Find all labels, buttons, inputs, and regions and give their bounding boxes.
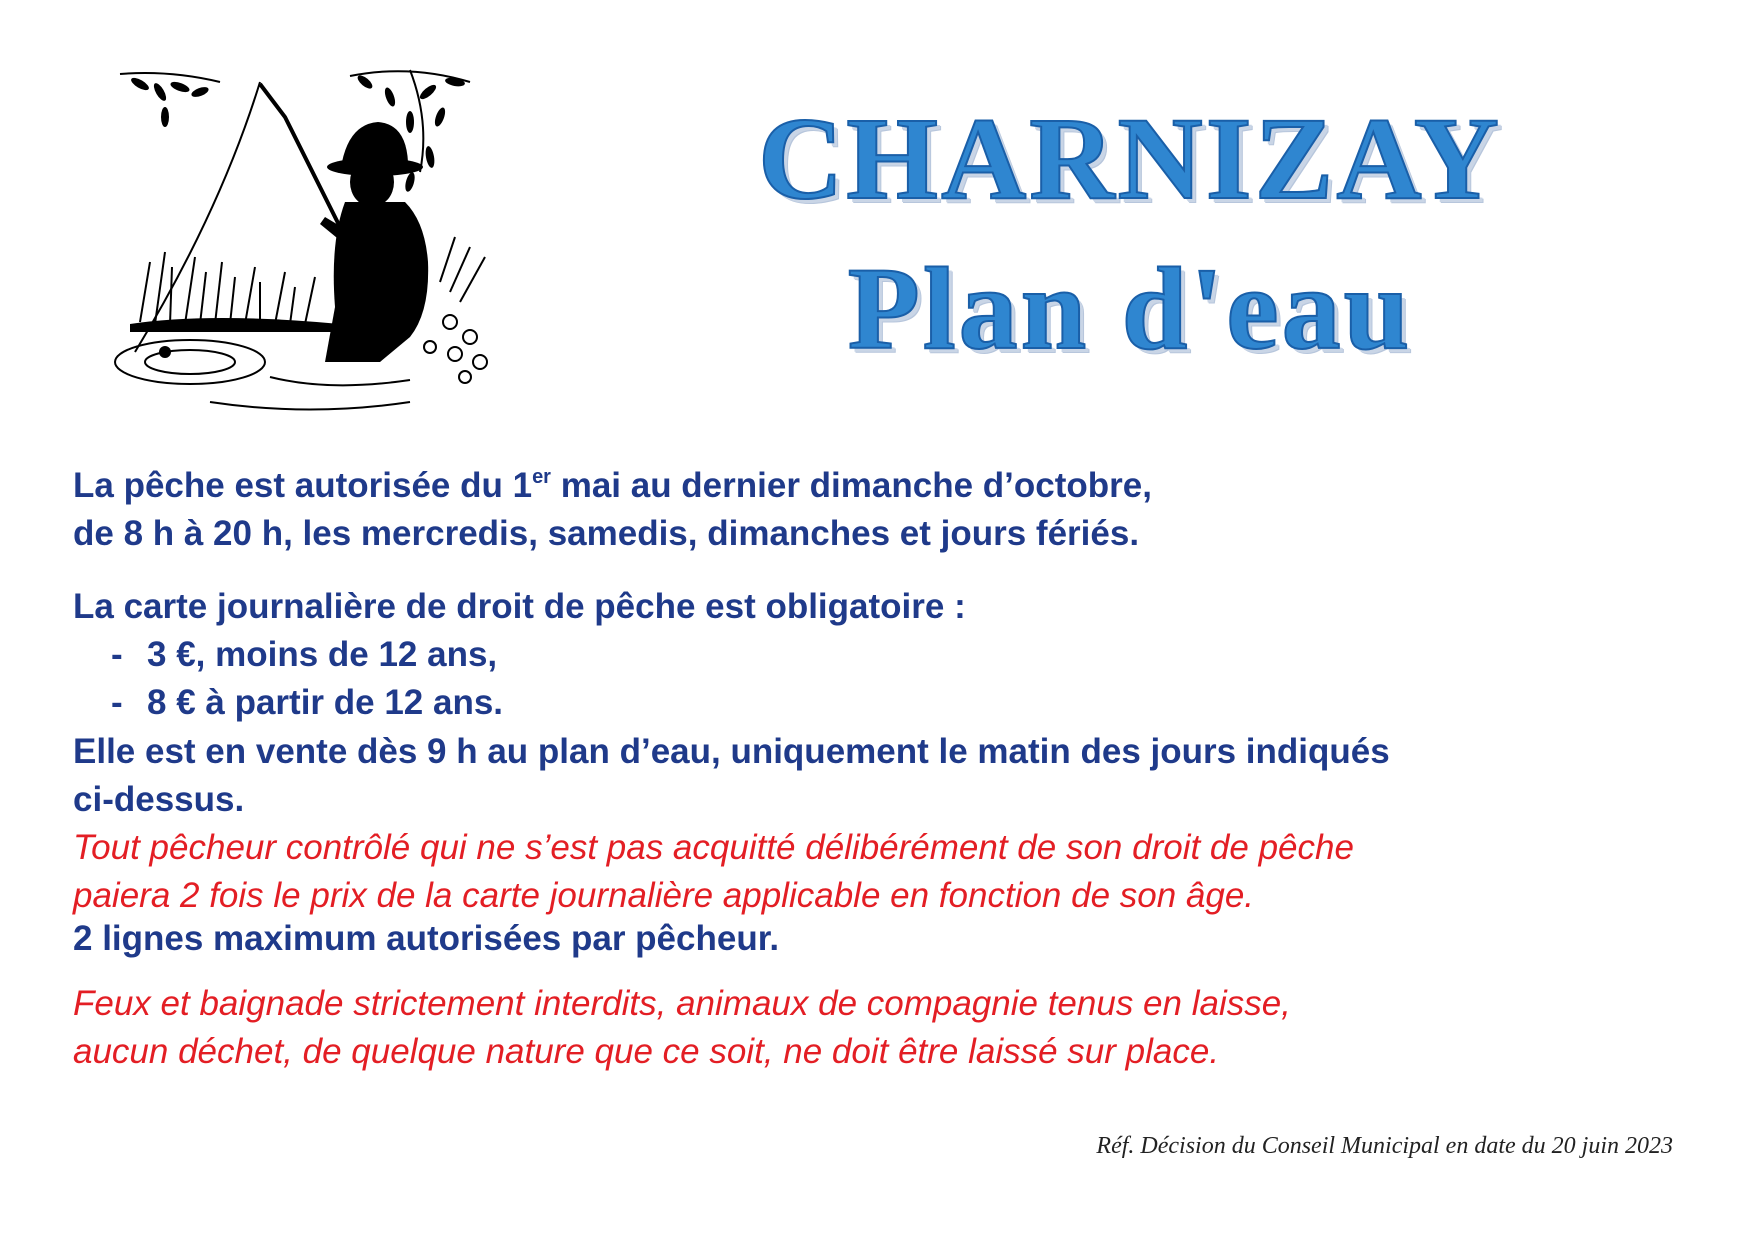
price-item — [73, 631, 1695, 679]
prohibition-line-1: Feux et baignade strictement interdits, animaux de compagnie tenus en laisse, — [73, 984, 1291, 1023]
council-reference: Réf. Décision du Conseil Municipal en date du 20 juin 2023 — [1096, 1133, 1673, 1159]
ordinal-suffix: er — [532, 466, 551, 488]
bullet-dash: - — [111, 635, 123, 674]
card-paragraph — [73, 583, 1695, 727]
season-line-1-end: mai au dernier dimanche d’octobre, — [550, 466, 1152, 505]
sale-line-1: Elle est en vente dès 9 h au plan d’eau, uniquement le matin des jours indiqués — [73, 732, 1390, 771]
season-line-1-start: La pêche est autorisée du 1 — [73, 466, 533, 505]
season-line-2: de 8 h à 20 h, les mercredis, samedis, dimanches et jours fériés. — [73, 514, 1140, 553]
season-paragraph — [73, 462, 1695, 558]
season-line-1 — [73, 462, 1695, 510]
fishing-child-silhouette-icon — [110, 62, 570, 437]
page-title: CHARNIZAY — [758, 93, 1502, 224]
lines-limit: 2 lignes maximum autorisées par pêcheur. — [73, 919, 780, 958]
card-intro: La carte journalière de droit de pêche est obligatoire : — [73, 587, 966, 626]
penalty-line-2: paiera 2 fois le prix de la carte journalière applicable en fonction de son âge. — [73, 876, 1255, 915]
lines-limit-paragraph — [73, 915, 1695, 963]
prohibition-paragraph — [73, 980, 1695, 1076]
price-text: 8 € à partir de 12 ans. — [147, 683, 504, 722]
prohibition-line-2: aucun déchet, de quelque nature que ce soit, ne doit être laissé sur place. — [73, 1032, 1220, 1071]
price-text: 3 €, moins de 12 ans, — [147, 635, 498, 674]
bullet-dash: - — [111, 683, 123, 722]
penalty-line-1: Tout pêcheur contrôlé qui ne s’est pas acquitté délibérément de son droit de pêche — [73, 828, 1354, 867]
page-subtitle: Plan d'eau — [847, 243, 1413, 374]
sale-paragraph — [73, 728, 1695, 824]
penalty-paragraph — [73, 824, 1695, 920]
sale-line-2: ci-dessus. — [73, 780, 245, 819]
price-item — [73, 679, 1695, 727]
